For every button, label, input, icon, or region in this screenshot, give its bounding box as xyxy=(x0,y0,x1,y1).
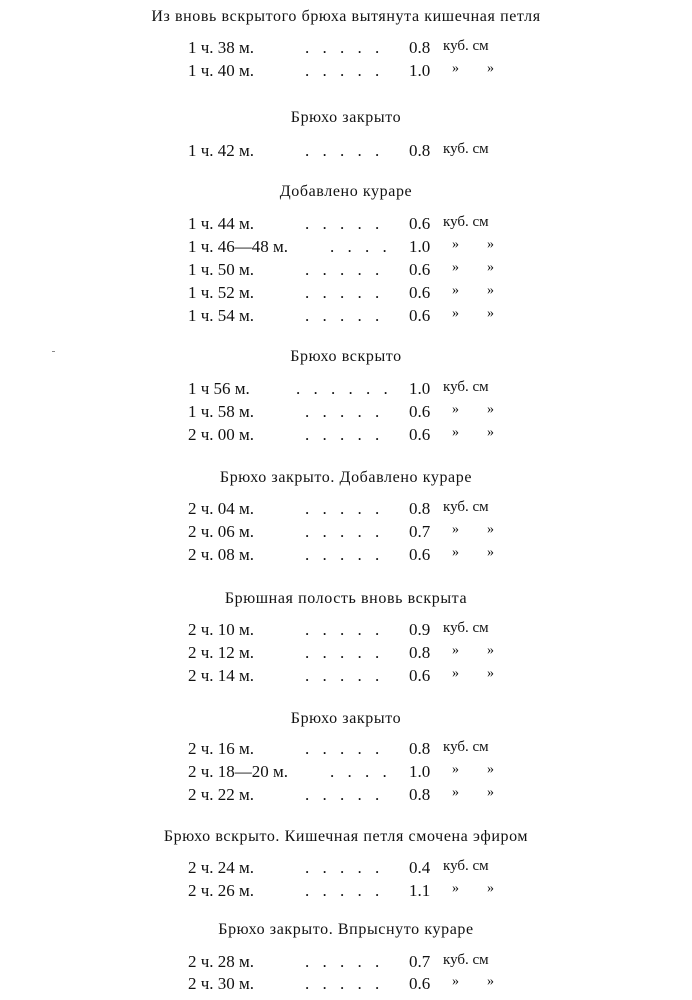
dot-leader: . . . . . xyxy=(305,402,380,421)
ditto-mark: » xyxy=(452,643,459,658)
ditto-mark: » xyxy=(452,545,459,560)
measurement-row xyxy=(0,38,692,60)
measurement-row xyxy=(0,952,692,974)
measurement-row xyxy=(0,214,692,236)
measurement-row xyxy=(0,425,692,447)
ditto-mark: » xyxy=(452,61,459,76)
dot-leader: . . . . . xyxy=(305,425,380,444)
dot-leader: . . . . . xyxy=(305,283,380,302)
volume-value: 0.6 xyxy=(409,283,431,302)
time-label: 1 ч. 44 м. xyxy=(188,214,255,233)
volume-value: 0.6 xyxy=(409,425,431,444)
dot-leader: . . . . . xyxy=(305,522,380,541)
ditto-mark: » xyxy=(452,237,459,252)
dot-leader: . . . . . xyxy=(305,974,380,993)
volume-value: 0.8 xyxy=(409,643,431,662)
dot-leader: . . . . . xyxy=(305,214,380,233)
measurement-row xyxy=(0,306,692,328)
measurement-row xyxy=(0,499,692,521)
ditto-mark: » xyxy=(452,425,459,440)
dot-leader: . . . . . xyxy=(305,620,380,639)
ditto-mark: » xyxy=(452,666,459,681)
ditto-mark: » xyxy=(487,306,494,321)
dot-leader: . . . . xyxy=(330,762,387,781)
measurement-row xyxy=(0,522,692,544)
dot-leader: . . . . . xyxy=(305,306,380,325)
section-heading: Брюхо закрыто. Впрыснуто кураре xyxy=(218,921,474,938)
time-label: 1 ч. 58 м. xyxy=(188,402,255,421)
section-heading: Из вновь вскрытого брюха вытянута кишечная петля xyxy=(151,8,541,25)
time-label: 2 ч. 28 м. xyxy=(188,952,255,971)
time-label: 2 ч. 12 м. xyxy=(188,643,255,662)
volume-value: 1.0 xyxy=(409,379,431,398)
volume-value: 1.0 xyxy=(409,61,431,80)
ditto-mark: » xyxy=(487,61,494,76)
time-label: 2 ч. 14 м. xyxy=(188,666,255,685)
dot-leader: . . . . . xyxy=(305,952,380,971)
dot-leader: . . . . . xyxy=(305,260,380,279)
volume-value: 0.6 xyxy=(409,545,431,564)
measurement-row xyxy=(0,61,692,83)
volume-value: 0.8 xyxy=(409,785,431,804)
measurement-row xyxy=(0,379,692,401)
measurement-row xyxy=(0,762,692,784)
time-label: 2 ч. 22 м. xyxy=(188,785,255,804)
ditto-mark: » xyxy=(487,260,494,275)
ditto-mark: » xyxy=(487,283,494,298)
time-label: 1 ч. 42 м. xyxy=(188,141,255,160)
volume-value: 0.7 xyxy=(409,522,431,541)
time-label: 1 ч. 50 м. xyxy=(188,260,255,279)
time-label: 2 ч. 06 м. xyxy=(188,522,255,541)
measurement-row xyxy=(0,739,692,761)
volume-value: 0.6 xyxy=(409,306,431,325)
section-heading: Брюхо закрыто xyxy=(290,109,402,126)
dot-leader: . . . . . xyxy=(305,785,380,804)
dot-leader: . . . . . xyxy=(305,643,380,662)
ditto-mark: » xyxy=(487,762,494,777)
volume-value: 0.6 xyxy=(409,666,431,685)
time-label: 1 ч. 38 м. xyxy=(188,38,255,57)
ditto-mark: » xyxy=(487,974,494,989)
volume-value: 0.6 xyxy=(409,260,431,279)
ditto-mark: » xyxy=(452,402,459,417)
measurement-row xyxy=(0,402,692,424)
time-label: 2 ч. 16 м. xyxy=(188,739,255,758)
dot-leader: . . . . . xyxy=(305,38,380,57)
ditto-mark: » xyxy=(487,402,494,417)
dot-leader: . . . . . xyxy=(305,499,380,518)
ditto-mark: » xyxy=(452,974,459,989)
ditto-mark: » xyxy=(487,545,494,560)
ditto-mark: » xyxy=(487,237,494,252)
dot-leader: . . . . . xyxy=(305,141,380,160)
unit-label: куб. см xyxy=(443,38,489,54)
ditto-mark: » xyxy=(452,785,459,800)
volume-value: 0.4 xyxy=(409,858,431,877)
measurement-row xyxy=(0,643,692,665)
dot-leader: . . . . . xyxy=(305,739,380,758)
unit-label: куб. см xyxy=(443,952,489,968)
unit-label: куб. см xyxy=(443,141,489,157)
measurement-row xyxy=(0,260,692,282)
volume-value: 1.0 xyxy=(409,762,431,781)
dot-leader: . . . . . xyxy=(305,881,380,900)
time-label: 2 ч. 04 м. xyxy=(188,499,255,518)
measurement-row xyxy=(0,785,692,807)
ditto-mark: » xyxy=(487,643,494,658)
unit-label: куб. см xyxy=(443,620,489,636)
volume-value: 0.8 xyxy=(409,739,431,758)
dot-leader: . . . . . xyxy=(305,545,380,564)
dot-leader: . . . . . xyxy=(305,61,380,80)
volume-value: 0.8 xyxy=(409,499,431,518)
unit-label: куб. см xyxy=(443,739,489,755)
ditto-mark: » xyxy=(452,522,459,537)
volume-value: 0.9 xyxy=(409,620,431,639)
time-label: 2 ч. 26 м. xyxy=(188,881,255,900)
ditto-mark: » xyxy=(452,762,459,777)
section-heading: Брюхо закрыто xyxy=(290,710,402,727)
time-label: 1 ч. 46—48 м. xyxy=(188,237,289,256)
ditto-mark: » xyxy=(452,283,459,298)
time-label: 2 ч. 24 м. xyxy=(188,858,255,877)
time-label: 2 ч. 30 м. xyxy=(188,974,255,993)
measurement-row xyxy=(0,881,692,903)
measurement-row xyxy=(0,974,692,996)
measurement-row xyxy=(0,283,692,305)
ditto-mark: » xyxy=(452,881,459,896)
ditto-mark: » xyxy=(487,522,494,537)
volume-value: 0.7 xyxy=(409,952,431,971)
measurement-row xyxy=(0,666,692,688)
ditto-mark: » xyxy=(487,425,494,440)
ditto-mark: » xyxy=(487,666,494,681)
time-label: 1 ч 56 м. xyxy=(188,379,250,398)
volume-value: 1.0 xyxy=(409,237,431,256)
unit-label: куб. см xyxy=(443,499,489,515)
measurement-row xyxy=(0,545,692,567)
volume-value: 1.1 xyxy=(409,881,431,900)
section-heading: Брюхо вскрыто. Кишечная петля смочена эфиром xyxy=(163,828,529,845)
time-label: 2 ч. 08 м. xyxy=(188,545,255,564)
unit-label: куб. см xyxy=(443,858,489,874)
ditto-mark: » xyxy=(452,306,459,321)
volume-value: 0.8 xyxy=(409,38,431,57)
unit-label: куб. см xyxy=(443,214,489,230)
measurement-row xyxy=(0,237,692,259)
measurement-row xyxy=(0,620,692,642)
volume-value: 0.8 xyxy=(409,141,431,160)
unit-label: куб. см xyxy=(443,379,489,395)
measurement-row xyxy=(0,858,692,880)
time-label: 2 ч. 10 м. xyxy=(188,620,255,639)
dot-leader: . . . . . xyxy=(305,666,380,685)
volume-value: 0.6 xyxy=(409,974,431,993)
time-label: 1 ч. 40 м. xyxy=(188,61,255,80)
dot-leader: . . . . . xyxy=(305,858,380,877)
time-label: 1 ч. 52 м. xyxy=(188,283,255,302)
section-heading: Брюшная полость вновь вскрыта xyxy=(224,590,468,607)
volume-value: 0.6 xyxy=(409,402,431,421)
time-label: 2 ч. 00 м. xyxy=(188,425,255,444)
section-heading: Брюхо вскрыто xyxy=(290,348,402,365)
time-label: 1 ч. 54 м. xyxy=(188,306,255,325)
ditto-mark: » xyxy=(487,881,494,896)
section-heading: Добавлено кураре xyxy=(279,183,413,200)
section-heading: Брюхо закрыто. Добавлено кураре xyxy=(219,469,473,486)
ditto-mark: » xyxy=(452,260,459,275)
dot-leader: . . . . xyxy=(330,237,387,256)
volume-value: 0.6 xyxy=(409,214,431,233)
dot-leader: . . . . . . xyxy=(296,379,388,398)
measurement-row xyxy=(0,141,692,163)
time-label: 2 ч. 18—20 м. xyxy=(188,762,289,781)
ditto-mark: » xyxy=(487,785,494,800)
